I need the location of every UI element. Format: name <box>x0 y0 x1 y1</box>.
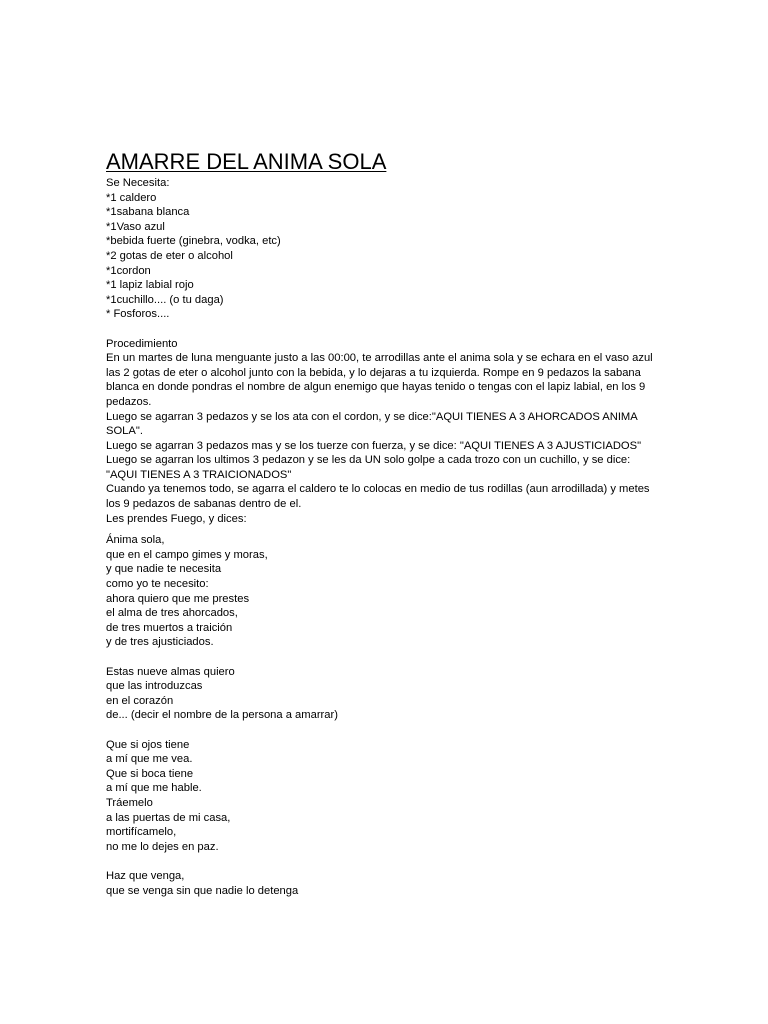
verse-line: en el corazón <box>106 694 174 707</box>
verse-line: Haz que venga, <box>106 869 185 882</box>
stanza-4 <box>106 869 666 898</box>
procedure-heading: Procedimiento <box>106 337 178 350</box>
needs-item: *1cuchillo.... (o tu daga) <box>106 293 224 306</box>
procedure-line: los 9 pedazos de sabanas dentro de el. <box>106 498 302 511</box>
procedure-line: En un martes de luna menguante justo a las 00:00, te arrodillas ante el anima sola y se echara en el vaso azul <box>106 352 653 365</box>
verse-line: de... (decir el nombre de la persona a amarrar) <box>106 709 338 722</box>
procedure-line: pedazos. <box>106 395 152 408</box>
verse-line: a mí que me vea. <box>106 753 193 766</box>
verse-line: que se venga sin que nadie lo detenga <box>106 884 299 897</box>
needs-item: *bebida fuerte (ginebra, vodka, etc) <box>106 235 281 248</box>
needs-item: *1sabana blanca <box>106 206 190 219</box>
spacer <box>106 723 666 738</box>
spacer <box>106 650 666 665</box>
procedure-line: Luego se agarran los ultimos 3 pedazon y se les da UN solo golpe a cada trozo con un cuchillo, y se dice: <box>106 454 631 467</box>
verse-line: como yo te necesito: <box>106 578 209 591</box>
verse-line: a mí que me hable. <box>106 782 202 795</box>
procedure-line: Luego se agarran 3 pedazos y se los ata con el cordon, y se dice:"AQUI TIENES A 3 AHORCADOS ANIMA <box>106 410 638 423</box>
verse-line: Estas nueve almas quiero <box>106 665 235 678</box>
procedure-line: Les prendes Fuego, y dices: <box>106 512 247 525</box>
verse-line: ahora quiero que me prestes <box>106 592 250 605</box>
document-title: AMARRE DEL ANIMA SOLA <box>106 149 387 174</box>
spacer <box>106 322 666 337</box>
verse-line: no me lo dejes en paz. <box>106 840 219 853</box>
verse-line: de tres muertos a traición <box>106 621 233 634</box>
procedure-section <box>106 337 666 527</box>
verse-line: Ánima sola, <box>106 534 165 547</box>
needs-section <box>106 176 666 322</box>
stanza-2 <box>106 665 666 723</box>
needs-item: *2 gotas de eter o alcohol <box>106 249 233 262</box>
verse-line: mortifícamelo, <box>106 826 177 839</box>
needs-item: *1cordon <box>106 264 151 277</box>
verse-line: a las puertas de mi casa, <box>106 811 231 824</box>
verse-line: que en el campo gimes y moras, <box>106 548 268 561</box>
stanza-3 <box>106 738 666 855</box>
needs-item: * Fosforos.... <box>106 308 170 321</box>
spacer <box>106 854 666 869</box>
verse-line: y que nadie te necesita <box>106 563 222 576</box>
procedure-line: Cuando ya tenemos todo, se agarra el caldero te lo colocas en medio de tus rodillas (aun arrodillada) y metes <box>106 483 650 496</box>
procedure-line: blanca en donde pondras el nombre de algun enemigo que hayas tenido o tengas con el lapiz labial, en los 9 <box>106 381 646 394</box>
verse-line: que las introduzcas <box>106 680 203 693</box>
verse-line: Tráemelo <box>106 796 153 809</box>
document-page <box>106 148 666 898</box>
procedure-line: "AQUI TIENES A 3 TRAICIONADOS" <box>106 468 292 481</box>
needs-item: *1 caldero <box>106 191 157 204</box>
needs-item: *1Vaso azul <box>106 220 165 233</box>
procedure-line: Luego se agarran 3 pedazos mas y se los tuerze con fuerza, y se dice: "AQUI TIENES A 3 AJUSTICIADOS" <box>106 439 642 452</box>
needs-heading: Se Necesita: <box>106 177 170 189</box>
needs-item: *1 lapiz labial rojo <box>106 279 194 292</box>
verse-line: y de tres ajusticiados. <box>106 636 214 649</box>
stanza-1 <box>106 533 666 650</box>
verse-line: el alma de tres ahorcados, <box>106 607 238 620</box>
procedure-line: SOLA". <box>106 425 143 438</box>
procedure-line: las 2 gotas de eter o alcohol junto con la bebida, y lo dejaras a tu izquierda. Rompe en 9 pedazos la sabana <box>106 366 641 379</box>
verse-line: Que si boca tiene <box>106 767 194 780</box>
spacer <box>106 526 666 533</box>
verse-line: Que si ojos tiene <box>106 738 190 751</box>
